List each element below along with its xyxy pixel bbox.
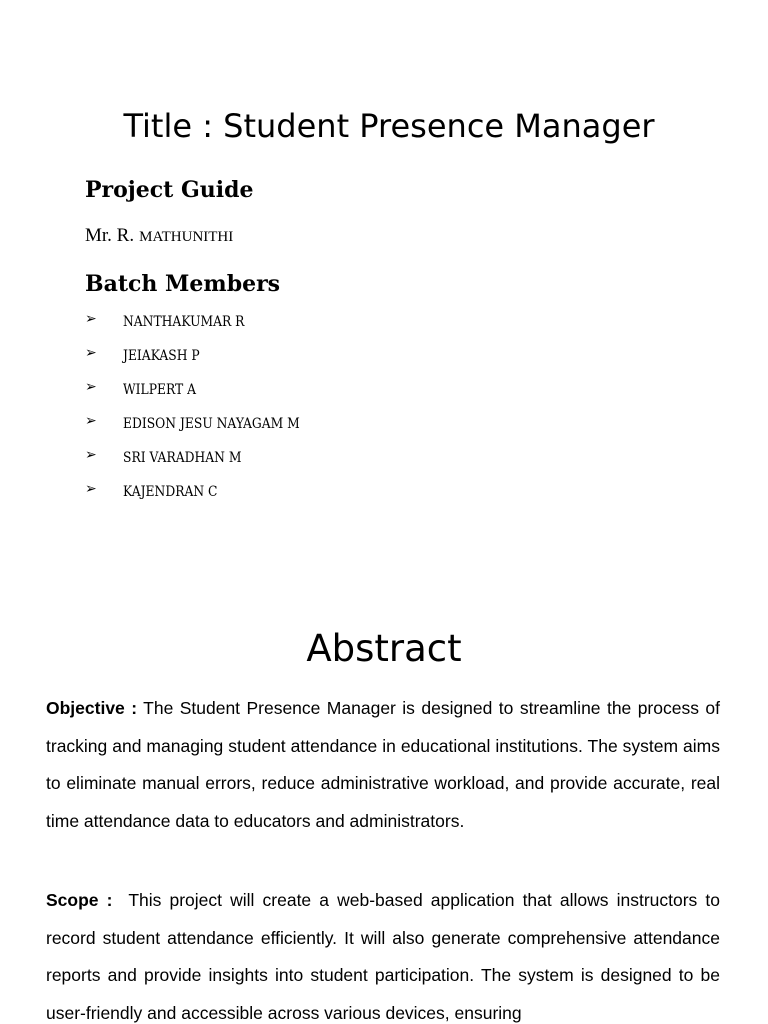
objective-label: Objective : xyxy=(46,698,138,718)
member-name: KAJENDRAN C xyxy=(123,484,218,500)
document-title: Title : Student Presence Manager xyxy=(123,107,655,145)
project-guide-heading: Project Guide xyxy=(85,177,254,203)
project-guide-name xyxy=(85,224,233,249)
member-name: WILPERT A xyxy=(123,382,197,398)
scope-paragraph xyxy=(46,882,720,1024)
member-name: JEIAKASH P xyxy=(123,348,200,364)
scope-label: Scope : xyxy=(46,890,113,910)
objective-text: The Student Presence Manager is designed to streamline the process of tracking and managing student attendance in educational institutions. The system aims to eliminate manual errors, reduce administrative workload, and provide accurate, real time attendance data to educators and administrators. xyxy=(46,698,720,831)
arrow-bullet-icon: ➢ xyxy=(85,447,97,463)
arrow-bullet-icon: ➢ xyxy=(85,379,97,395)
member-name: EDISON JESU NAYAGAM M xyxy=(123,416,300,432)
member-name: SRI VARADHAN M xyxy=(123,450,242,466)
scope-text: This project will create a web-based application that allows instructors to record student attendance efficiently. It will also generate comprehensive attendance reports and provide insights into student participation. The system is designed to be user-friendly and accessible across various devices, ensuring xyxy=(46,890,720,1023)
arrow-bullet-icon: ➢ xyxy=(85,345,97,361)
arrow-bullet-icon: ➢ xyxy=(85,413,97,429)
objective-paragraph xyxy=(46,690,720,840)
batch-members-heading: Batch Members xyxy=(85,271,281,297)
abstract-heading: Abstract xyxy=(306,627,462,670)
guide-name-rest: MATHUNITHI xyxy=(139,229,234,245)
arrow-bullet-icon: ➢ xyxy=(85,481,97,497)
member-name: NANTHAKUMAR R xyxy=(123,314,245,330)
guide-name-prefix: Mr. R. xyxy=(85,225,135,246)
arrow-bullet-icon: ➢ xyxy=(85,311,97,327)
